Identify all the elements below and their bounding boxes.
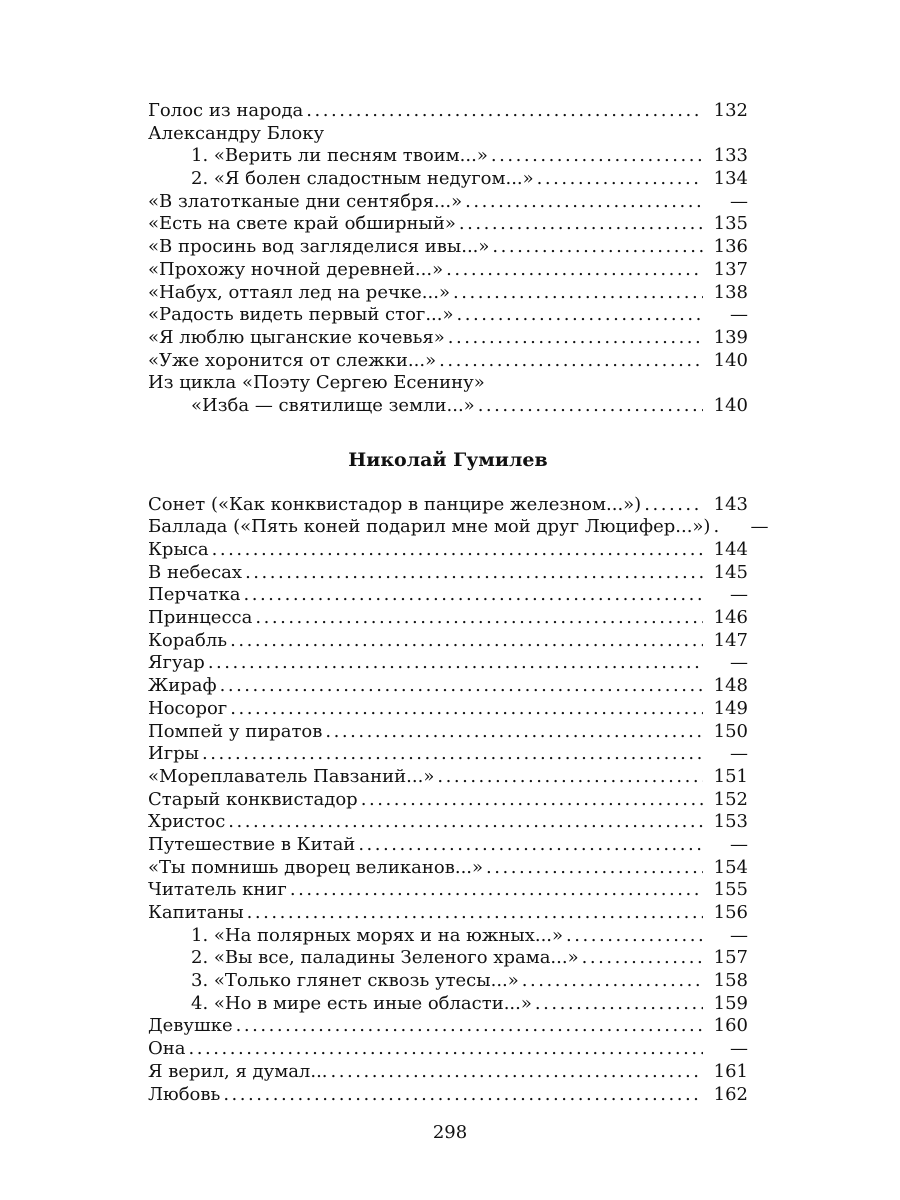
toc-entry-page: 138 [713, 281, 748, 303]
toc-entry-title: Ягуар [148, 652, 205, 674]
toc-entry [148, 395, 748, 418]
toc-entry [148, 879, 748, 902]
page-number: 298 [432, 1122, 468, 1143]
toc-entry-page: 146 [713, 607, 748, 629]
toc-entry-page: 154 [713, 856, 748, 878]
toc-entry [148, 811, 748, 834]
toc-entry-title: «Уже хоронится от слежки...» [148, 349, 437, 371]
toc-entry-page: 136 [713, 236, 748, 258]
toc-entry-title: Игры [148, 743, 199, 765]
dot-leader [566, 925, 703, 948]
toc-entry-title: 1. «На полярных морях и на южных...» [191, 924, 564, 946]
toc-entry-page: 158 [713, 970, 748, 992]
toc-entry [148, 1084, 748, 1107]
toc-entry [148, 675, 748, 698]
toc-entry-page: 159 [713, 992, 748, 1014]
dot-leader [457, 304, 703, 327]
toc-entry-title: Любовь [148, 1083, 221, 1105]
dot-leader [247, 902, 703, 925]
dot-leader [465, 191, 703, 214]
toc-entry-page: 135 [713, 213, 748, 235]
toc-entry [148, 494, 748, 517]
toc-entry-page: 152 [713, 788, 748, 810]
toc-entry-page: — [730, 304, 748, 326]
toc-entry [148, 857, 748, 880]
dot-leader [535, 993, 703, 1016]
dot-leader [331, 1061, 703, 1084]
dot-leader [459, 213, 703, 236]
toc-entry [148, 213, 748, 236]
dot-leader [223, 1084, 703, 1107]
toc-entry-page: 157 [713, 947, 748, 969]
toc-entry-page: — [730, 1038, 748, 1060]
dot-leader [453, 282, 703, 305]
toc-entry-page: 133 [713, 145, 748, 167]
toc-entry [148, 282, 748, 305]
toc-entry [148, 630, 748, 653]
dot-leader [290, 879, 703, 902]
toc-section-1 [148, 100, 748, 418]
toc-entry [148, 789, 748, 812]
dot-leader [439, 350, 703, 373]
toc-entry-title: 2. «Вы все, паладины Зеленого храма...» [191, 947, 579, 969]
toc-entry-title: Голос из народа [148, 100, 304, 121]
dot-leader [230, 698, 703, 721]
toc-entry-title: Крыса [148, 539, 209, 560]
toc-entry-title: В небесах [148, 561, 243, 583]
toc-entry [148, 145, 748, 168]
toc-entry-page: 139 [713, 326, 748, 348]
toc-entry-title: Она [148, 1038, 186, 1060]
toc-entry [148, 766, 748, 789]
toc-entry-title: Принцесса [148, 607, 253, 629]
toc-entry-title: «Прохожу ночной деревней...» [148, 258, 444, 280]
dot-leader [537, 168, 703, 191]
toc-entry-page: 145 [713, 561, 748, 583]
toc-entry-title: Корабль [148, 629, 228, 651]
dot-leader [486, 857, 703, 880]
toc-entry-title: Читатель книг [148, 879, 287, 901]
toc-entry-title: «В просинь вод загляделися ивы...» [148, 236, 490, 258]
toc-entry [148, 1015, 748, 1038]
dot-leader [492, 236, 703, 259]
toc-entry-title: Христос [148, 811, 226, 833]
toc-entry-title: Капитаны [148, 902, 244, 923]
toc-entry-page: 140 [713, 394, 748, 416]
toc-entry-page: — [730, 924, 748, 946]
toc-entry [148, 743, 748, 766]
toc-entry-title: Жираф [148, 675, 217, 697]
toc-entry-page: 132 [713, 100, 748, 121]
toc-entry [148, 259, 748, 282]
toc-entry [148, 1038, 748, 1061]
toc-entry [148, 993, 748, 1016]
toc-entry [148, 925, 748, 948]
toc-entry-page: 134 [713, 168, 748, 190]
toc-entry-page: 151 [713, 765, 748, 787]
dot-leader [230, 630, 703, 653]
toc-entry-page: 148 [713, 675, 748, 697]
toc-entry-page: 147 [713, 629, 748, 651]
toc-entry [148, 236, 748, 259]
toc-entry-page: 162 [713, 1083, 748, 1105]
toc-entry-title: Носорог [148, 697, 228, 719]
toc-entry-title: Баллада («Пять коней подарил мне мой друг Люцифер...») [148, 516, 711, 538]
dot-leader [325, 721, 703, 744]
dot-leader [245, 562, 703, 585]
dot-leader [644, 494, 703, 517]
toc-entry-page: 155 [713, 879, 748, 901]
toc-entry [148, 327, 748, 350]
toc-entry-title: «Есть на свете край обширный» [148, 213, 456, 235]
dot-leader [522, 970, 703, 993]
toc-entry-page: 156 [713, 902, 748, 923]
dot-leader [189, 1038, 704, 1061]
dot-leader [208, 652, 703, 675]
toc-entry-title: Александру Блоку [148, 122, 325, 144]
toc-entry [148, 607, 748, 630]
toc-entry-title: «Радость видеть первый стог...» [148, 304, 454, 326]
toc-entry [148, 970, 748, 993]
toc-entry [148, 562, 748, 585]
toc-entry [148, 372, 748, 395]
toc-entry-title: «Мореплаватель Павзаний...» [148, 765, 435, 787]
toc-entry [148, 123, 748, 146]
toc-entry-title: «Набух, оттаял лед на речке...» [148, 281, 450, 303]
dot-leader [202, 743, 703, 766]
toc-entry-title: Старый конквистадор [148, 788, 358, 810]
toc-entry-title: Перчатка [148, 584, 241, 606]
toc-entry-page: — [730, 584, 748, 606]
toc-entry-page: 153 [713, 811, 748, 833]
dot-leader [358, 834, 703, 857]
dot-leader [437, 766, 703, 789]
dot-leader [228, 811, 703, 834]
dot-leader [236, 1015, 703, 1038]
dot-leader [255, 607, 703, 630]
toc-entry-title: «В златотканые дни сентября...» [148, 190, 463, 212]
dot-leader [491, 145, 703, 168]
toc-entry-title: Я верил, я думал... [148, 1060, 328, 1082]
toc-entry [148, 191, 748, 214]
dot-leader [243, 584, 703, 607]
toc-entry [148, 652, 748, 675]
toc-entry-page: — [730, 652, 748, 674]
dot-leader [713, 516, 723, 539]
toc-entry-title: 3. «Только глянет сквозь утесы...» [191, 970, 519, 992]
toc-entry-title: Из цикла «Поэту Сергею Есенину» [148, 372, 485, 394]
dot-leader [306, 100, 703, 123]
toc-entry-title: Сонет («Как конквистадор в панцире железном...») [148, 493, 642, 515]
toc-entry-title: «Изба — святилище земли...» [191, 394, 475, 416]
toc-entry-page: 160 [713, 1015, 748, 1037]
toc-entry [148, 1061, 748, 1084]
toc-entry-page: 137 [713, 258, 748, 280]
toc-entry [148, 721, 748, 744]
section-heading: Николай Гумилев [348, 448, 548, 471]
toc-entry [148, 100, 748, 123]
toc-entry-page: — [750, 516, 769, 538]
dot-leader [361, 789, 703, 812]
toc-section-2 [148, 493, 769, 1107]
toc-entry-page: 144 [713, 539, 748, 560]
toc-entry-page: — [730, 833, 748, 855]
toc-entry-page: 140 [713, 349, 748, 371]
dot-leader [478, 395, 703, 418]
toc-entry-title: 2. «Я болен сладостным недугом...» [191, 168, 534, 190]
toc-entry-page: 149 [713, 697, 748, 719]
toc-entry-title: Помпей у пиратов [148, 720, 323, 742]
toc-entry-page: — [730, 190, 748, 212]
toc-entry [148, 350, 748, 373]
toc-entry-title: «Ты помнишь дворец великанов...» [148, 856, 484, 878]
toc-entry [148, 584, 748, 607]
toc-entry [148, 304, 748, 327]
toc-entry-title: 1. «Верить ли песням твоим...» [191, 145, 488, 167]
toc-entry [148, 698, 748, 721]
toc-entry-title: Девушке [148, 1015, 233, 1037]
toc-entry-page: 150 [713, 720, 748, 742]
toc-entry-page: 143 [713, 493, 748, 515]
toc-entry [148, 834, 748, 857]
toc-entry [148, 516, 769, 539]
toc-entry-title: Путешествие в Китай [148, 833, 356, 855]
dot-leader [212, 539, 703, 562]
toc-entry [148, 947, 748, 970]
toc-entry-page: 161 [713, 1060, 748, 1082]
toc-entry [148, 539, 748, 562]
dot-leader [582, 947, 703, 970]
dot-leader [446, 259, 703, 282]
toc-entry [148, 902, 748, 925]
table-of-contents [148, 100, 769, 1106]
toc-entry-page: — [730, 743, 748, 765]
dot-leader [448, 327, 703, 350]
toc-entry-title: «Я люблю цыганские кочевья» [148, 326, 445, 348]
toc-entry [148, 168, 748, 191]
dot-leader [220, 675, 703, 698]
toc-entry-title: 4. «Но в мире есть иные области...» [191, 992, 532, 1014]
